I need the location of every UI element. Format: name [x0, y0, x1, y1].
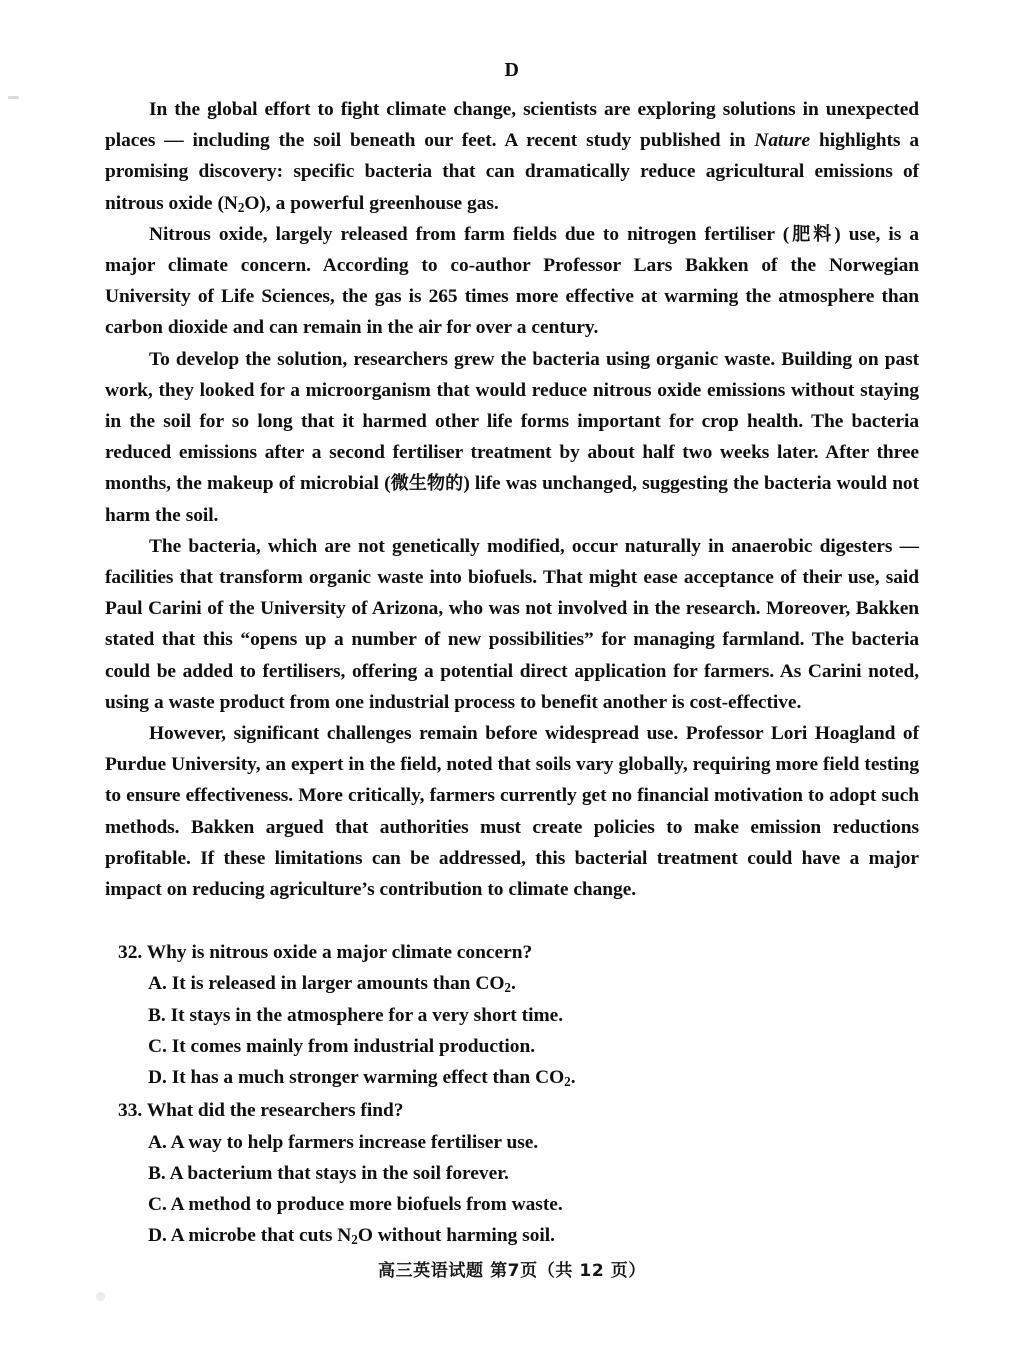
option-label: B. [148, 1162, 170, 1184]
option-text: It comes mainly from industrial production. [171, 1035, 536, 1057]
cjk-gloss: 微生物的 [390, 473, 464, 495]
subscript-run: 2 [504, 980, 511, 996]
question-option[interactable] [105, 1000, 919, 1031]
scan-artifact-speck [8, 96, 19, 99]
question-block [105, 1095, 919, 1251]
cjk-gloss: 肥料 [789, 223, 835, 245]
passage-paragraph: In the global effort to fight climate change, scientists are exploring solutions in unexpected places — including the soil beneath our feet. A recent study published in Nature highlights a promising discovery: specific bacteria that can dramatically reduce agricultural emissions of nitrous oxide $(N_2O)$, a powerful greenhouse gas. [105, 99, 919, 215]
question-stem: 33. What did the researchers find? [118, 1100, 404, 1122]
subscript-run: 2 [351, 1232, 358, 1247]
question-option[interactable] [105, 1127, 919, 1158]
passage-paragraph: To develop the solution, researchers grew the bacteria using organic waste. Building on past work, they looked for a microorganism that would reduce nitrous oxide emissions without staying in the soil for so long that it harmed other life forms important for crop health. The bacteria reduced emissions after a second fertiliser treatment by about half two weeks later. After three months, the makeup of microbial (微生物的) life was unchanged, suggesting the bacteria would not harm the soil. [105, 348, 919, 526]
option-text: A way to help farmers increase fertiliser use. [170, 1131, 539, 1153]
page-footer: 高三英语试题 第7页（共 12 页） [377, 1261, 647, 1281]
question-option[interactable] [105, 1220, 919, 1251]
page-content [105, 58, 919, 1253]
scan-artifact-speck-bottom [96, 1292, 105, 1301]
question-option[interactable] [105, 1031, 919, 1062]
option-text: A microbe that cuts $N_2O$ without harming soil. [170, 1225, 556, 1247]
option-label: C. [148, 1193, 171, 1215]
subscript-run: 2 [237, 199, 245, 215]
option-text: A method to produce more biofuels from waste. [170, 1193, 563, 1215]
section-letter-heading: D [504, 59, 520, 81]
option-text: It has a much stronger warming effect than $CO_2$. [171, 1067, 576, 1089]
passage-paragraph: However, significant challenges remain before widespread use. Professor Lori Hoagland of Purdue University, an expert in the field, noted that soils vary globally, requiring more field testing to ensure effectiveness. More critically, farmers currently get no financial motivation to adopt such methods. Bakken argued that authorities must create policies to make emission reductions profitable. If these limitations can be addressed, this bacterial treatment could have a major impact on reducing agriculture’s contribution to climate change. [105, 723, 919, 901]
question-option[interactable] [105, 1189, 919, 1220]
question-stem: 32. Why is nitrous oxide a major climate concern? [118, 942, 533, 964]
question-option[interactable] [105, 968, 919, 999]
reading-passage [105, 94, 919, 905]
italic-run: Nature [754, 130, 811, 152]
passage-paragraph: The bacteria, which are not genetically modified, occur naturally in anaerobic digesters — facilities that transform organic waste into biofuels. That might ease acceptance of their use, said Paul Carini of the University of Arizona, who was not involved in the research. Moreover, Bakken stated that this “opens up a number of new possibilities” for managing farmland. The bacteria could be added to fertilisers, offering a potential direct application for farmers. As Carini noted, using a waste product from one industrial process to benefit another is cost-effective. [105, 535, 919, 713]
option-text: A bacterium that stays in the soil forever. [169, 1162, 509, 1184]
question-option[interactable] [105, 1062, 919, 1093]
option-label: A. [148, 973, 172, 995]
option-label: C. [148, 1035, 172, 1057]
option-label: B. [148, 1004, 171, 1026]
option-label: A. [148, 1131, 171, 1153]
passage-paragraph: Nitrous oxide, largely released from farm fields due to nitrogen fertiliser (肥料) use, is a major climate concern. According to co-author Professor Lars Bakken of the Norwegian University of Life Sciences, the gas is 265 times more effective at warming the atmosphere than carbon dioxide and can remain in the air for over a century. [105, 223, 919, 339]
questions-list [105, 937, 919, 1251]
option-label: D. [148, 1067, 172, 1089]
question-option[interactable] [105, 1158, 919, 1189]
question-block [105, 937, 919, 1093]
option-label: D. [148, 1225, 171, 1247]
option-text: It stays in the atmosphere for a very short time. [170, 1004, 564, 1026]
option-text: It is released in larger amounts than $CO_2$. [171, 973, 516, 996]
subscript-run: 2 [564, 1073, 571, 1089]
